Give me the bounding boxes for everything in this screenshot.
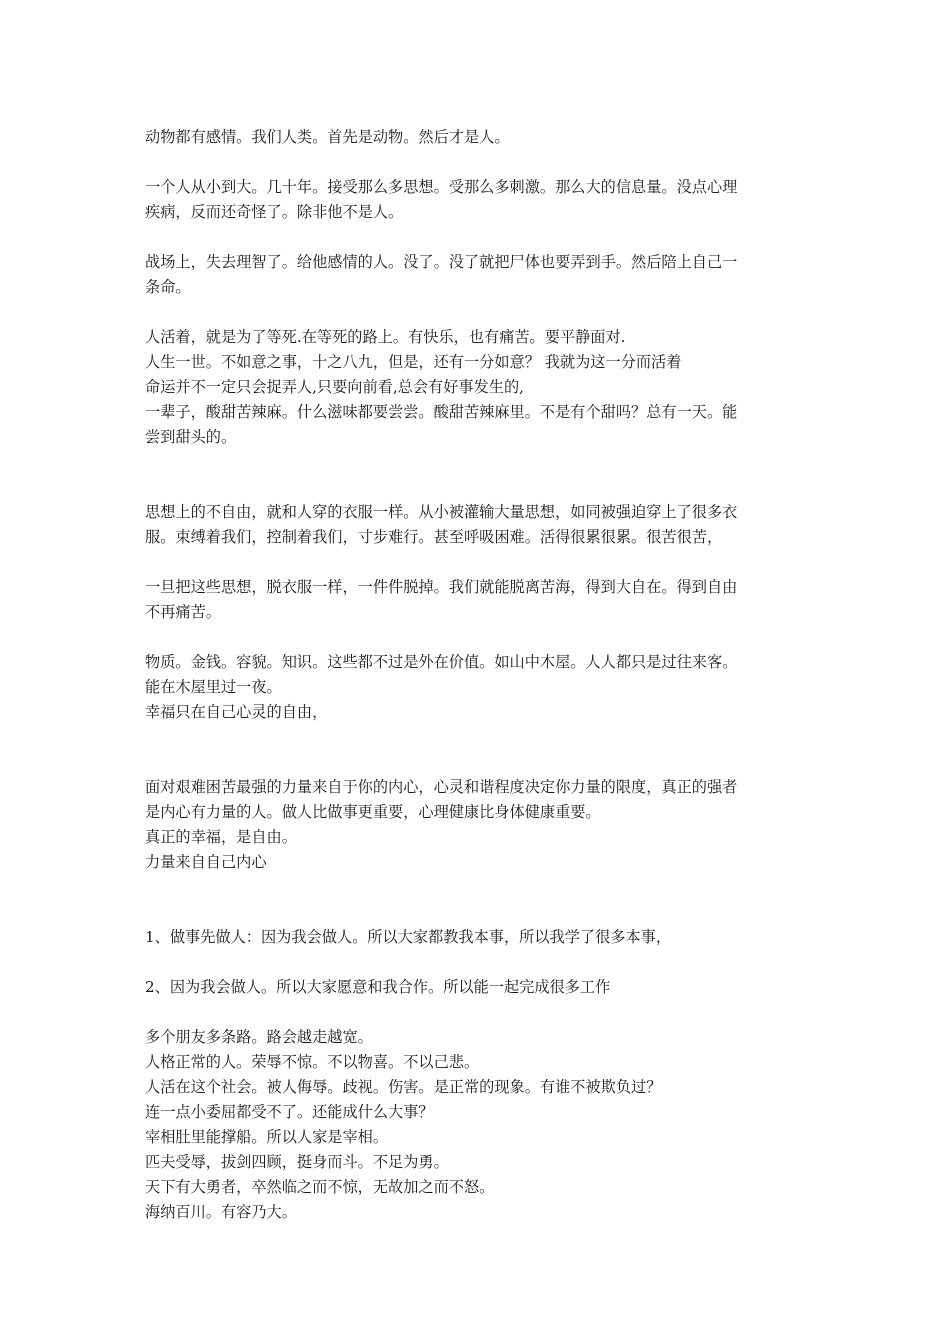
document-body <box>145 125 809 1225</box>
text-line: 战场上，失去理智了。给他感情的人。没了。没了就把尸体也要弄到手。然后陪上自己一 <box>145 253 738 271</box>
text-line: 思想上的不自由，就和人穿的衣服一样。从小被灌输大量思想，如同被强迫穿上了很多衣 <box>145 503 738 521</box>
text-line: 人格正常的人。荣辱不惊。不以物喜。不以己悲。 <box>145 1053 480 1071</box>
text-line: 一旦把这些思想，脱衣服一样，一件件脱掉。我们就能脱离苦海，得到大自在。得到自由 <box>145 578 738 596</box>
text-line: 1、做事先做人：因为我会做人。所以大家都教我本事，所以我学了很多本事， <box>145 928 672 946</box>
text-line: 人活在这个社会。被人侮辱。歧视。伤害。是正常的现象。有谁不被欺负过？ <box>145 1078 662 1096</box>
text-line: 条命。 <box>145 278 191 296</box>
blank-line <box>145 450 809 475</box>
text-line: 不再痛苦。 <box>145 603 221 621</box>
blank-line <box>145 950 809 975</box>
text-line: 宰相肚里能撑船。所以人家是宰相。 <box>145 1128 388 1146</box>
blank-line <box>145 875 809 900</box>
text-line: 2、因为我会做人。所以大家愿意和我合作。所以能一起完成很多工作 <box>145 978 611 996</box>
text-line: 能在木屋里过一夜。 <box>145 678 282 696</box>
text-line: 疾病，反而还奇怪了。除非他不是人。 <box>145 203 404 221</box>
text-line: 面对艰难困苦最强的力量来自于你的内心，心灵和谐程度决定你力量的限度，真正的强者 <box>145 778 738 796</box>
blank-line <box>145 725 809 750</box>
text-line: 动物都有感情。我们人类。首先是动物。然后才是人。 <box>145 128 510 146</box>
text-line: 一个人从小到大。几十年。接受那么多思想。受那么多刺激。那么大的信息量。没点心理 <box>145 178 738 196</box>
blank-line <box>145 625 809 650</box>
text-line: 匹夫受辱，拔剑四顾，挺身而斗。不足为勇。 <box>145 1153 449 1171</box>
text-line: 连一点小委屈都受不了。还能成什么大事？ <box>145 1103 434 1121</box>
blank-line <box>145 475 809 500</box>
text-line: 是内心有力量的人。做人比做事更重要，心理健康比身体健康重要。 <box>145 803 601 821</box>
text-line: 多个朋友多条路。路会越走越宽。 <box>145 1028 373 1046</box>
text-line: 海纳百川。有容乃大。 <box>145 1203 297 1221</box>
blank-line <box>145 300 809 325</box>
text-line: 力量来自自己内心 <box>145 853 267 871</box>
text-line: 人生一世。不如意之事，十之八九，但是，还有一分如意？ 我就为这一分而活着 <box>145 353 682 371</box>
blank-line <box>145 900 809 925</box>
blank-line <box>145 750 809 775</box>
blank-line <box>145 1000 809 1025</box>
blank-line <box>145 150 809 175</box>
text-line: 命运并不一定只会捉弄人,只要向前看,总会有好事发生的, <box>145 378 524 396</box>
blank-line <box>145 550 809 575</box>
blank-line <box>145 225 809 250</box>
text-line: 服。束缚着我们，控制着我们，寸步难行。甚至呼吸困难。活得很累很累。很苦很苦， <box>145 528 723 546</box>
text-line: 人活着，就是为了等死.在等死的路上。有快乐，也有痛苦。要平静面对. <box>145 328 626 346</box>
text-line: 尝到甜头的。 <box>145 428 237 446</box>
text-line: 幸福只在自己心灵的自由， <box>145 703 328 721</box>
text-line: 真正的幸福，是自由。 <box>145 828 297 846</box>
text-line: 天下有大勇者，卒然临之而不惊，无故加之而不怒。 <box>145 1178 495 1196</box>
text-line: 物质。金钱。容貌。知识。这些都不过是外在价值。如山中木屋。人人都只是过往来客。 <box>145 653 738 671</box>
text-line: 一辈子，酸甜苦辣麻。什么滋味都要尝尝。酸甜苦辣麻里。不是有个甜吗？总有一天。能 <box>145 403 738 421</box>
